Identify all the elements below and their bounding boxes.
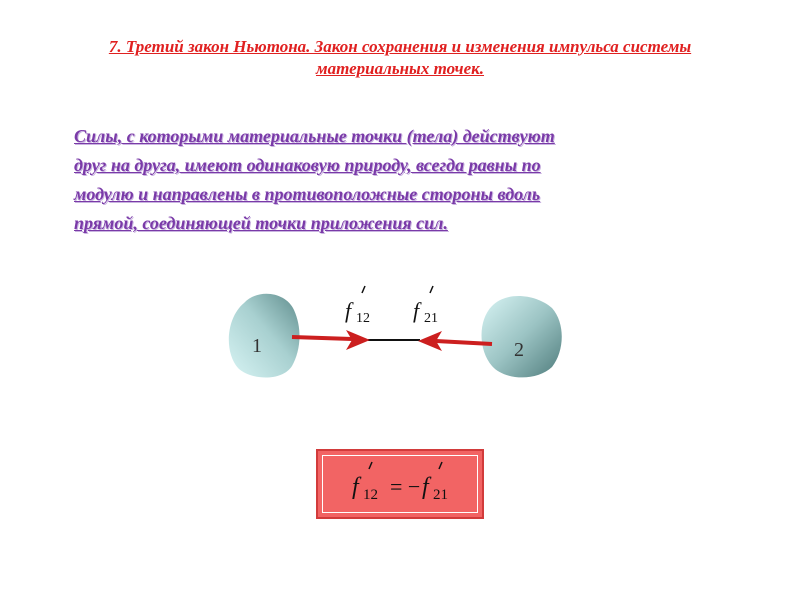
svg-text:f: f: [345, 298, 352, 323]
force-21-arrow: [418, 331, 492, 351]
formula-rhs-accent: [439, 462, 442, 469]
formula: [318, 451, 482, 517]
law-statement-line: модулю и направлены в противоположные стороны вдоль: [74, 184, 541, 204]
law-statement-line: друг на друга, имеют одинаковую природу, всегда равны по: [74, 155, 541, 175]
law-statement-line: прямой, соединяющей точки приложения сил.: [74, 213, 448, 233]
body-1-label: 1: [252, 335, 262, 357]
force-12-label: [345, 286, 370, 326]
svg-text:21: 21: [424, 311, 438, 326]
formula-operator: = −: [390, 474, 421, 499]
body-1-shape: [229, 294, 300, 378]
formula-lhs-subscript: 12: [363, 487, 378, 503]
slide-title-line2: материальных точек.: [315, 59, 485, 78]
formula-lhs-symbol: f: [352, 474, 359, 500]
force-21-label: [413, 286, 438, 326]
svg-text:12: 12: [356, 311, 370, 326]
formula-lhs-accent: [369, 462, 372, 469]
law-statement-line: Силы, с которыми материальные точки (тела) действуют: [74, 126, 555, 146]
formula-box: [316, 449, 484, 519]
body-2-shape: [482, 296, 562, 377]
force-12-arrow: [292, 330, 370, 350]
formula-rhs-subscript: 21: [433, 487, 448, 503]
slide-title-line1: 7. Третий закон Ньютона. Закон сохранения и изменения импульса системы: [108, 37, 692, 56]
body-2-label: 2: [514, 339, 524, 361]
formula-rhs-symbol: f: [422, 474, 429, 500]
svg-text:f: f: [413, 298, 420, 323]
